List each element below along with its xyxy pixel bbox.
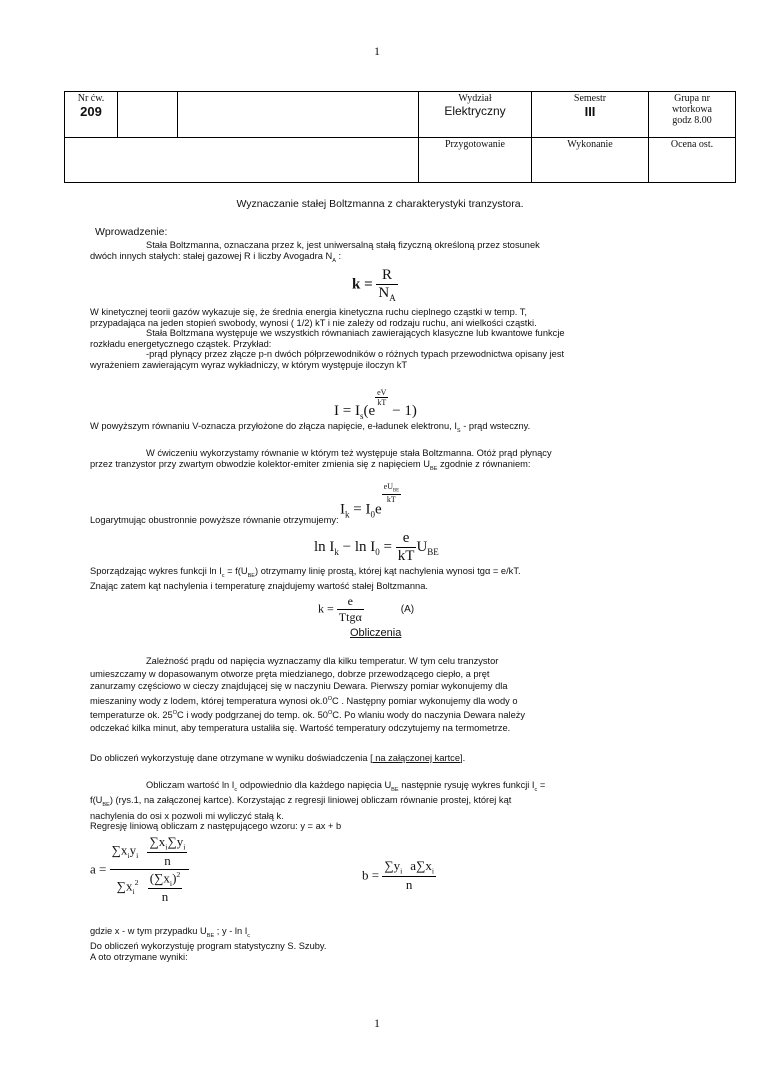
eqa-b2nend: ) xyxy=(172,869,177,885)
p6-line-b xyxy=(90,459,730,474)
p6b-sub: BE xyxy=(429,465,438,472)
eq1-lhs: k = xyxy=(352,276,373,293)
eqa-den-frac-top xyxy=(148,870,183,888)
empty-cell-2 xyxy=(178,92,419,138)
p10-text: Do obliczeń wykorzystuję dane otrzymane w wyniku doświadczenia [ xyxy=(90,753,373,763)
eq2-open: (e xyxy=(363,403,376,419)
equation-transistor xyxy=(340,482,401,520)
eq4-num: e xyxy=(402,530,410,546)
equation-regression-a xyxy=(90,834,189,905)
p7: Logarytmując obustronnie powyższe równanie otrzymujemy: xyxy=(90,515,339,525)
eq3-exp-num-sub: BE xyxy=(392,488,400,494)
attached-sheet-link[interactable]: na załączonej kartce xyxy=(372,753,460,763)
eq3-exp-den: kT xyxy=(382,494,401,504)
p9-line-a: Zależność prądu od napięcia wyznaczamy dla kilku temperatur. W tym celu tranzystor xyxy=(146,656,499,666)
eqa-num-frac xyxy=(147,834,187,869)
empty-cell-1 xyxy=(118,92,178,138)
p6 xyxy=(90,448,730,474)
p9e-sup2: O xyxy=(327,710,333,717)
p3-line-b: rozkładu energetycznego cząstek. Przykład: xyxy=(90,338,272,349)
eqb-lhs: b = xyxy=(362,867,380,883)
p8a-sub2: BE xyxy=(247,572,256,579)
equation-k-r-na xyxy=(352,267,398,303)
eq4-b: − ln I xyxy=(338,538,376,555)
p11 xyxy=(90,780,730,832)
p10-end: ]. xyxy=(460,753,466,763)
grupa-line3: godz 8.00 xyxy=(672,115,712,126)
eqb-n2: a∑x xyxy=(410,858,432,873)
p12-line-c: A oto otrzymane wyniki: xyxy=(90,951,188,962)
eq1-den-sub: A xyxy=(389,293,396,303)
p5-text: W powyższym równaniu V-oznacza przyłożone do złącza napięcie, e-ładunek elektronu, I xyxy=(90,421,457,431)
nr-cell xyxy=(65,92,118,138)
eq4-frac xyxy=(396,530,417,565)
p8-line-a xyxy=(90,566,730,581)
semestr-cell xyxy=(532,92,649,138)
p3-line-a: Stała Boltzmana występuje we wszystkich równaniach zawierających klasyczne lub kwantowe funkcje xyxy=(146,328,565,338)
ocena-label: Ocena ost. xyxy=(670,139,714,150)
eq2-tail: − 1) xyxy=(388,403,417,419)
eq3-exp-num-wrap xyxy=(382,482,401,494)
p11a-sub3: c xyxy=(534,786,538,793)
p8a-mid: = f(U xyxy=(224,566,248,576)
eq2-exp-den: kT xyxy=(375,397,388,407)
eqa-b1sup: 2 xyxy=(134,877,139,887)
p2 xyxy=(90,307,730,370)
eqa-denominator xyxy=(110,869,190,905)
p2-line-b: przypadająca na jeden stopień swobody, wynosi ( 1/2) kT i nie zależy od rodzaju ruchu, ani wielkości cząstki. xyxy=(90,317,537,328)
eqa-main-frac xyxy=(110,834,190,905)
eq3-exp xyxy=(382,482,401,504)
eqa-b2d: n xyxy=(148,888,183,905)
eq2-sub: s xyxy=(359,411,364,421)
equation-regression-b xyxy=(362,858,436,893)
page-number-top: 1 xyxy=(374,44,380,58)
p8-line-b: Znając zatem kąt nachylenia i temperaturę znajdujemy wartość stałej Boltzmanna. xyxy=(90,581,428,592)
eqa-t2n2s: i xyxy=(183,842,186,852)
p4-line-b: wyrażeniem zawierającym wyraz wykładniczy, w którym występuje iloczyn kT xyxy=(90,359,408,370)
p9-line-b: umieszczamy w dopasowanym otworze pręta miedzianego, dobrze przewodzącego ciepło, a pręt xyxy=(90,668,490,679)
p5-sub: S xyxy=(456,427,461,434)
p9d-text: mieszaniny wody z lodem, której temperatura wynosi ok.0 xyxy=(90,695,328,706)
document-title: Wyznaczanie stałej Boltzmanna z charakterystyki tranzystora. xyxy=(236,198,524,210)
eq1-den-wrap xyxy=(376,284,397,303)
p12a-mid: ; y - ln I xyxy=(214,926,248,936)
eq2-exp xyxy=(375,388,388,407)
equation-diode xyxy=(334,388,417,421)
intro-heading: Wprowadzenie: xyxy=(95,226,168,238)
eq1-num: R xyxy=(382,267,393,283)
equation-k-result xyxy=(318,594,414,625)
p1b-end: : xyxy=(335,250,342,261)
eq3-mid-sub: 0 xyxy=(370,509,375,520)
p1 xyxy=(90,240,730,266)
nr-label: Nr ćw. xyxy=(77,93,105,104)
p6b-end: zgodnie z równaniem: xyxy=(437,458,531,469)
eqa-t2n: ∑x xyxy=(149,834,166,849)
p9d-end: C . Następny pomiar wykonujemy dla wody o xyxy=(332,695,518,706)
p4-line-a: -prąd płynący przez złącze p-n dwóch półprzewodników o różnych typach przewodnictwa opisany jest xyxy=(146,349,565,359)
eq3-lhs-sub: k xyxy=(345,509,350,520)
eq3-mid: = I xyxy=(349,501,371,518)
ocena-cell xyxy=(649,138,736,183)
p8a-sub: c xyxy=(221,572,225,579)
eqa-t2n2: ∑y xyxy=(167,834,184,849)
eq5-lhs: k = xyxy=(318,601,334,616)
p11a-end: następnie rysuję wykres funkcji I xyxy=(398,780,535,790)
eq5-num: e xyxy=(347,594,353,608)
eq4-d: U xyxy=(416,538,428,555)
p11-line-c: nachylenia do osi x pozwoli mi wyliczyć stałą k. xyxy=(90,810,284,821)
page-number-bottom: 1 xyxy=(374,1016,380,1030)
equation-log xyxy=(314,530,439,565)
p1-line-a: Stała Boltzmanna, oznaczana przez k, jest uniwersalną stałą fizyczną określoną przez stosunek xyxy=(146,240,540,250)
przygotowanie-cell xyxy=(419,138,532,183)
eqa-t2d: n xyxy=(147,852,187,869)
p9 xyxy=(90,655,730,735)
eq5-frac xyxy=(337,594,364,625)
p9-line-e xyxy=(90,707,730,722)
eqb-frac xyxy=(382,858,436,893)
eqa-b2ns: i xyxy=(169,878,173,888)
eq3-exp-num: eU xyxy=(383,482,393,491)
p11-line-a xyxy=(90,780,730,795)
p9e-mid: C i wody podgrzanej do temp. ok. 50 xyxy=(177,710,328,721)
p5 xyxy=(90,421,730,436)
eq2-exp-num: eV xyxy=(377,388,387,397)
p11b-text: f(U xyxy=(90,795,103,806)
eqa-b2nsup: 2 xyxy=(176,869,181,879)
p1-line-b xyxy=(90,251,730,266)
header-table xyxy=(64,91,736,183)
p8a-end: ) otrzymamy linię prostą, której kąt nachylenia wynosi tgα = e/kT. xyxy=(255,566,521,576)
p6b-text: przez tranzystor przy zwartym obwodzie kolektor-emiter zmienia się z napięciem U xyxy=(90,458,430,469)
eqa-b2n: (∑x xyxy=(149,869,170,885)
eqa-t1b: y xyxy=(129,842,137,858)
grupa-line1: Grupa nr xyxy=(674,93,710,104)
eqa-t1s: i xyxy=(127,850,130,860)
p1b-sub: A xyxy=(332,257,336,264)
p9e-text: temperaturze ok. 25 xyxy=(90,710,173,721)
eq4-c: = xyxy=(379,538,393,555)
eqb-num xyxy=(382,858,436,876)
p12a-sub2: c xyxy=(247,932,251,939)
eqa-t1bs: i xyxy=(136,850,139,860)
p11-line-d: Regresję liniową obliczam z następującego wzoru: y = ax + b xyxy=(90,821,342,832)
eq4-a-sub: k xyxy=(334,546,339,557)
p11-line-b xyxy=(90,795,730,810)
eqa-numerator xyxy=(110,834,190,869)
semestr-value: III xyxy=(584,104,596,119)
p12a-sub: BE xyxy=(206,932,215,939)
eqa-t2ns: i xyxy=(165,842,168,852)
eq5-den: Ttgα xyxy=(338,610,362,624)
eq4-d-sub: BE xyxy=(427,546,439,557)
eq5-tag: (A) xyxy=(400,604,415,616)
eq4-a: ln I xyxy=(314,538,335,555)
obliczenia-heading: Obliczenia xyxy=(350,627,402,639)
eqa-b1: ∑x xyxy=(116,878,133,894)
wykonanie-label: Wykonanie xyxy=(567,139,613,150)
p12 xyxy=(90,926,730,962)
p11b-end: ) (rys.1, na załączonej kartce). Korzystając z regresji liniowej obliczam równanie prostej, której kąt xyxy=(109,795,512,806)
eq3-e: e xyxy=(374,501,382,518)
eqb-n1s: i xyxy=(400,866,403,876)
wykonanie-cell xyxy=(532,138,649,183)
p9-line-f: odczekać kilka minut, aby temperatura ustaliła się. Wartość temperatury odczytujemy na termometrze. xyxy=(90,723,511,734)
p12-line-a xyxy=(90,926,730,941)
p5-end: - prąd wsteczny. xyxy=(460,421,531,431)
przygotowanie-label: Przygotowanie xyxy=(445,139,505,150)
grupa-line2: wtorkowa xyxy=(672,104,712,115)
p11a-end2: = xyxy=(537,780,546,790)
p11b-sub: BE xyxy=(102,802,110,809)
wydzial-cell xyxy=(419,92,532,138)
eq4-den: kT xyxy=(397,548,415,564)
p2-line-a: W kinetycznej teorii gazów wykazuje się, że średnia energia kinetyczna ruchu cieplnego cząstki w temp. T, xyxy=(90,307,527,317)
eqb-n2s: i xyxy=(431,866,435,876)
eq1-den: N xyxy=(378,285,390,301)
p12-line-b: Do obliczeń wykorzystuję program statystyczny S. Szuby. xyxy=(90,941,327,952)
eq4-b-sub: 0 xyxy=(375,546,380,557)
eqb-n1: ∑y xyxy=(384,858,401,873)
eqa-t1: ∑x xyxy=(111,842,128,858)
nr-value: 209 xyxy=(80,104,102,119)
p1b-text: dwóch innych stałych: stałej gazowej R i liczby Avogadra N xyxy=(90,250,333,261)
p8a-text: Sporządzając wykres funkcji ln I xyxy=(90,566,222,576)
p9-line-c: zanurzamy częściowo w cieczy znajdującej się w naczyniu Dewara. Pierwszy pomiar wykonujemy dla xyxy=(90,681,508,692)
p11a-sub2: BE xyxy=(391,786,399,793)
eqa-num-frac-top xyxy=(147,834,187,852)
p11a-mid: odpowiednio dla każdego napięcia U xyxy=(237,780,392,790)
grupa-cell xyxy=(649,92,736,138)
eqa-lhs: a = xyxy=(90,861,107,877)
p9d-sup: O xyxy=(327,695,333,702)
empty-cell-3 xyxy=(65,138,419,183)
semestr-label: Semestr xyxy=(573,93,607,104)
p9e-end: C. Po wlaniu wody do naczynia Dewara należy xyxy=(332,710,526,721)
p11a-sub: c xyxy=(234,786,238,793)
p9-line-d xyxy=(90,693,730,708)
eq1-fraction xyxy=(376,267,397,303)
wydzial-label: Wydział xyxy=(458,93,492,104)
eq2-lhs: I = I xyxy=(334,403,360,419)
eqb-den: n xyxy=(382,876,436,893)
wydzial-value: Elektryczny xyxy=(444,104,506,118)
p6-line-a: W ćwiczeniu wykorzystamy równanie w którym też występuje stała Boltzmanna. Otóż prąd płynący xyxy=(146,448,552,458)
eqa-b1s: i xyxy=(132,886,135,896)
p11a-text: Obliczam wartość ln I xyxy=(146,780,235,790)
p8 xyxy=(90,566,730,592)
p9e-sup: O xyxy=(172,710,178,717)
p10 xyxy=(90,753,730,764)
eq3-lhs: I xyxy=(340,501,345,518)
p12a-text: gdzie x - w tym przypadku U xyxy=(90,926,207,936)
eqa-den-frac xyxy=(148,870,183,905)
